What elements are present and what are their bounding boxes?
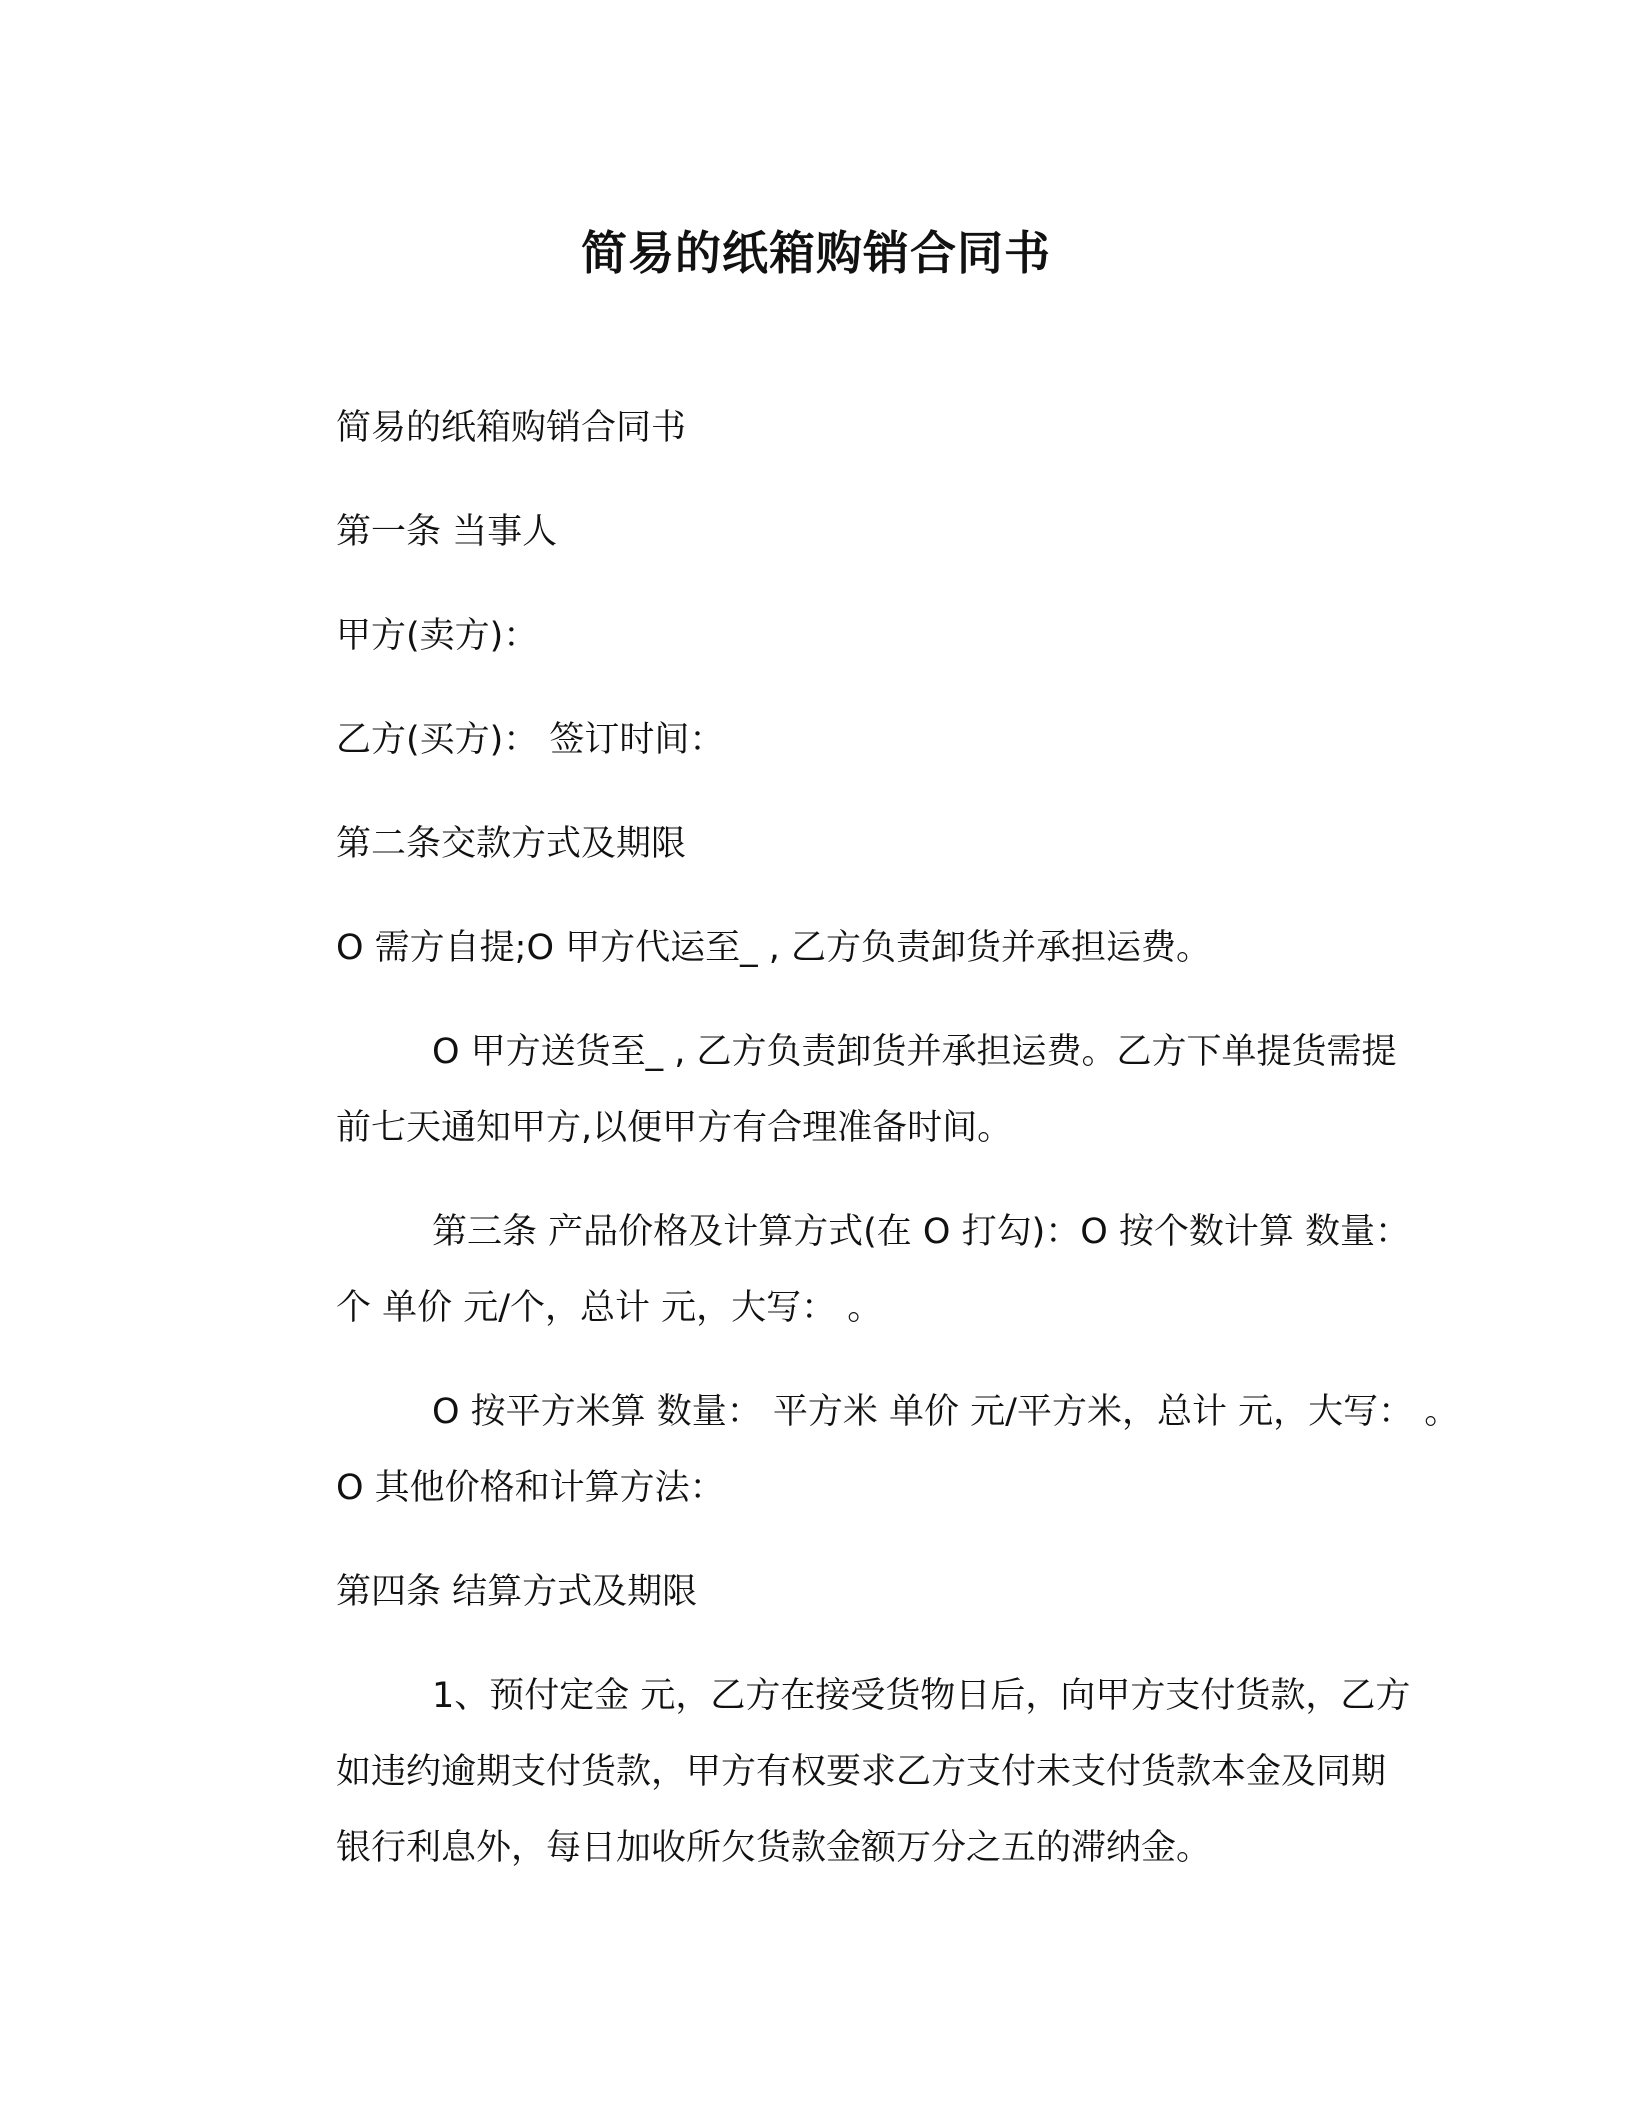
text-line: 1、预付定金 元，乙方在接受货物日后，向甲方支付货款，乙方 <box>432 1676 1411 1716</box>
document-title: 简易的纸箱购销合同书 <box>581 226 1051 280</box>
paragraph-article-1 <box>240 494 1395 570</box>
paragraph-article-4 <box>240 1554 1395 1630</box>
text-line: O 甲方送货至_ , 乙方负责卸货并承担运费。乙方下单提货需提 <box>432 1032 1397 1072</box>
text-line: O 按平方米算 数量： 平方米 单价 元/平方米，总计 元，大写： 。 <box>432 1392 1460 1432</box>
paragraph-area-pricing <box>240 1374 1460 1526</box>
paragraph-article-2 <box>240 806 1395 882</box>
paragraph-text: 简易的纸箱购销合同书 <box>336 408 687 448</box>
paragraph-party-b <box>240 702 1395 778</box>
paragraph-delivery-notice <box>240 1014 1395 1166</box>
text-line: 如违约逾期支付货款，甲方有权要求乙方支付未支付货款本金及同期 <box>336 1752 1387 1792</box>
text-line: 个 单价 元/个，总计 元，大写： 。 <box>336 1288 883 1328</box>
paragraph-text: O 需方自提;O 甲方代运至_ , 乙方负责卸货并承担运费。 <box>336 928 1212 968</box>
document-body <box>240 390 1460 1914</box>
paragraph-text: 乙方(买方)： 签订时间： <box>336 720 725 760</box>
paragraph-text: 甲方(卖方)： <box>336 616 539 656</box>
paragraph-article-3 <box>240 1194 1411 1346</box>
paragraph-heading <box>240 390 1395 466</box>
text-line: 银行利息外，每日加收所欠货款金额万分之五的滞纳金。 <box>336 1828 1212 1868</box>
paragraph-text: 第一条 当事人 <box>336 512 558 552</box>
paragraph-delivery-options <box>240 910 1395 986</box>
paragraph-text: 第二条交款方式及期限 <box>336 824 687 864</box>
text-line: 第三条 产品价格及计算方式(在 O 打勾)：O 按个数计算 数量： <box>432 1212 1411 1252</box>
text-line: 前七天通知甲方,以便甲方有合理准备时间。 <box>336 1108 1013 1148</box>
paragraph-text: 第四条 结算方式及期限 <box>336 1572 698 1612</box>
paragraph-party-a <box>240 598 1395 674</box>
text-line: O 其他价格和计算方法： <box>336 1468 725 1508</box>
paragraph-payment-terms <box>240 1658 1411 1886</box>
